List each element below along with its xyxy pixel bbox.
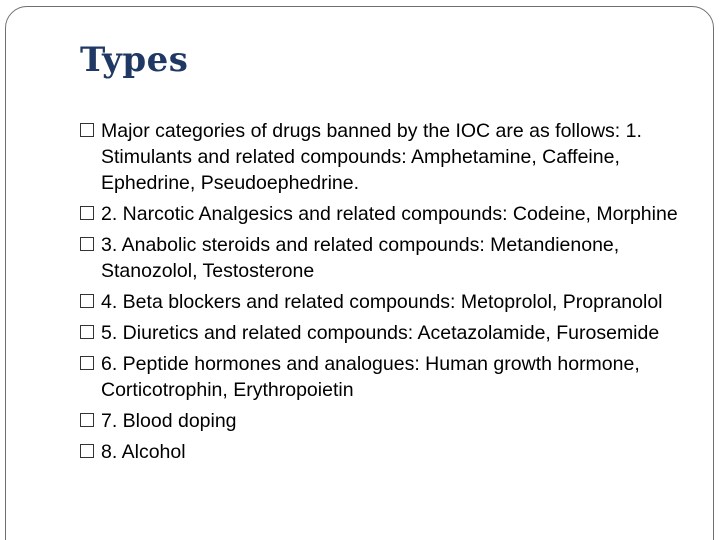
bullet-text: 3. Anabolic steroids and related compounds: Metandienone, Stanozolol, Testosterone	[101, 234, 620, 282]
square-bullet-icon	[80, 325, 94, 339]
bullet-item	[80, 351, 690, 403]
square-bullet-icon	[80, 444, 94, 458]
bullet-text: 4. Beta blockers and related compounds: Metoprolol, Propranolol	[101, 291, 663, 313]
bullet-item	[80, 320, 690, 346]
bullet-text: Major categories of drugs banned by the IOC are as follows: 1. Stimulants and related compounds: Amphetamine, Caffeine, Ephedrine, Pseudoephedrine.	[101, 120, 642, 194]
bullet-item	[80, 232, 690, 284]
bullet-item	[80, 439, 690, 465]
slide-title: Types	[80, 40, 189, 80]
bullet-list	[80, 118, 690, 470]
bullet-text: 7. Blood doping	[101, 410, 237, 432]
square-bullet-icon	[80, 413, 94, 427]
square-bullet-icon	[80, 206, 94, 220]
square-bullet-icon	[80, 294, 94, 308]
bullet-item	[80, 408, 690, 434]
square-bullet-icon	[80, 123, 94, 137]
bullet-text: 8. Alcohol	[101, 441, 186, 463]
bullet-item	[80, 201, 690, 227]
bullet-text: 2. Narcotic Analgesics and related compounds: Codeine, Morphine	[101, 203, 678, 225]
bullet-text: 5. Diuretics and related compounds: Acetazolamide, Furosemide	[101, 322, 660, 344]
square-bullet-icon	[80, 356, 94, 370]
bullet-item	[80, 289, 690, 315]
square-bullet-icon	[80, 237, 94, 251]
bullet-item	[80, 118, 690, 196]
bullet-text: 6. Peptide hormones and analogues: Human growth hormone, Corticotrophin, Erythropoietin	[101, 353, 640, 401]
